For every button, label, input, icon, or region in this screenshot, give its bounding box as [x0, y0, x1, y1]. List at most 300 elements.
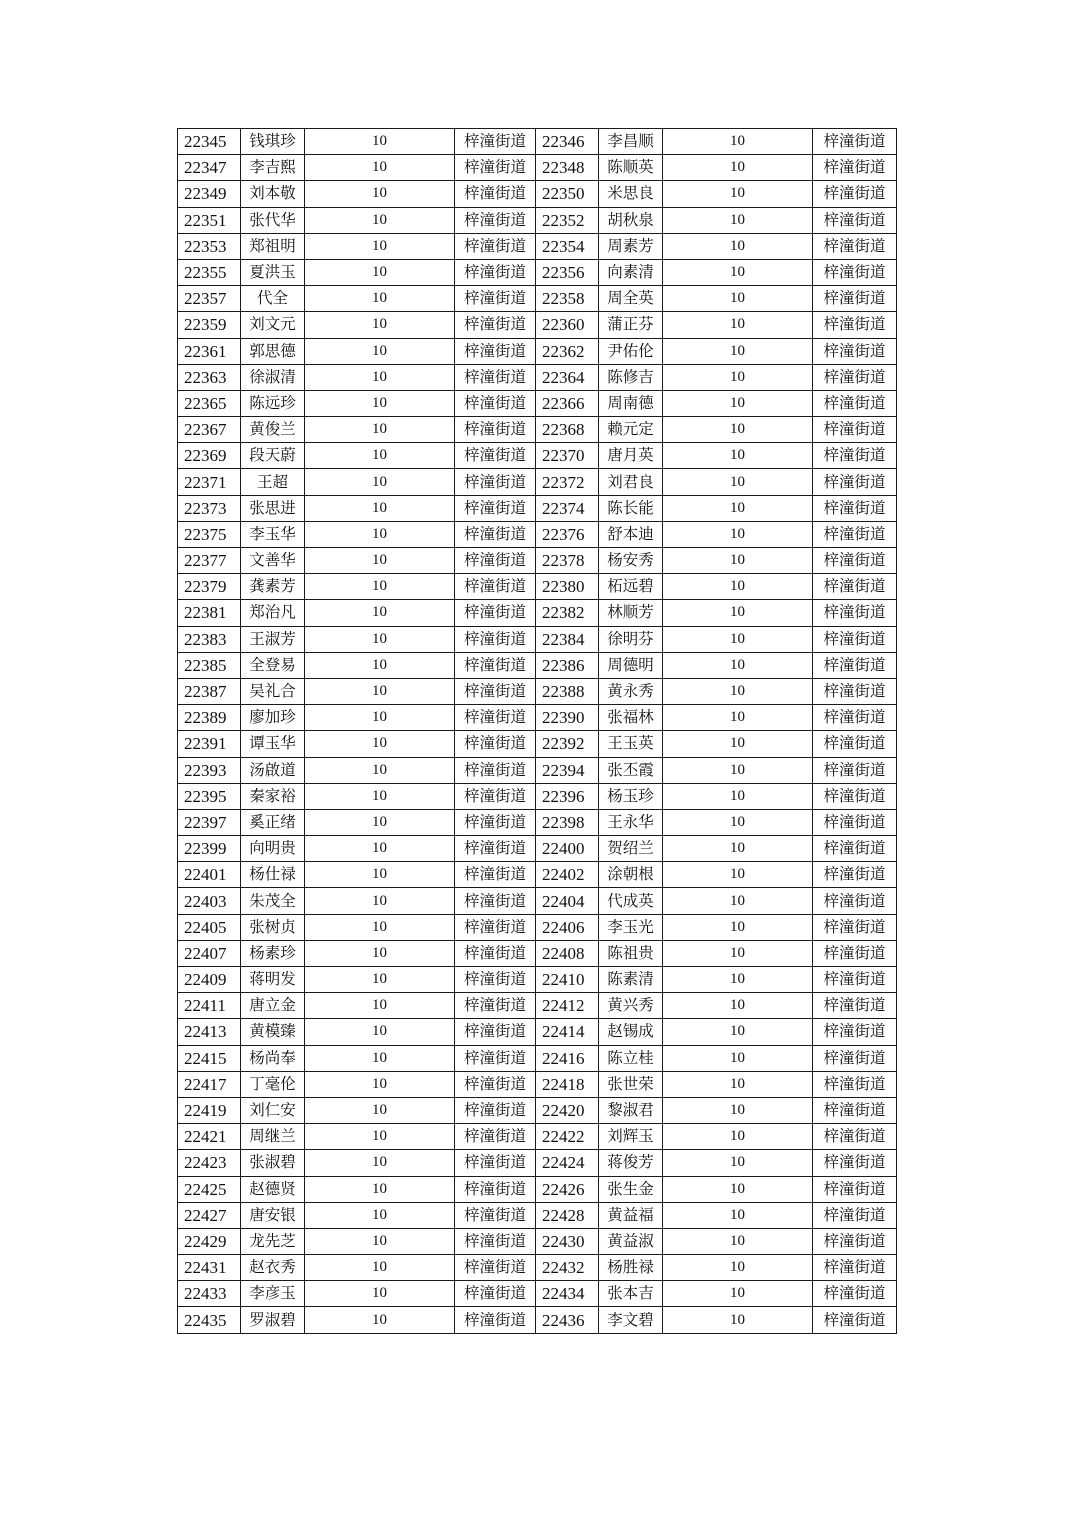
left-street-name-cell: 梓潼街道 [455, 338, 536, 364]
left-person-name-cell: 谭玉华 [241, 731, 305, 757]
left-street-name-cell: 梓潼街道 [455, 521, 536, 547]
left-record-id-cell: 22401 [178, 862, 241, 888]
right-amount-value-cell: 10 [663, 600, 813, 626]
left-street-name-cell: 梓潼街道 [455, 1202, 536, 1228]
table-row [178, 1281, 897, 1307]
right-person-name-cell: 王永华 [599, 809, 663, 835]
right-amount-value-cell: 10 [663, 1176, 813, 1202]
left-record-id-cell: 22377 [178, 548, 241, 574]
left-person-name-cell: 杨素珍 [241, 940, 305, 966]
table-row [178, 809, 897, 835]
left-record-id-cell: 22383 [178, 626, 241, 652]
right-person-name-cell: 代成英 [599, 888, 663, 914]
right-street-name-cell: 梓潼街道 [813, 993, 897, 1019]
right-person-name-cell: 柘远碧 [599, 574, 663, 600]
left-amount-value-cell: 10 [305, 652, 455, 678]
table-row [178, 338, 897, 364]
right-street-name-cell: 梓潼街道 [813, 1202, 897, 1228]
table-row [178, 993, 897, 1019]
left-person-name-cell: 赵衣秀 [241, 1255, 305, 1281]
right-street-name-cell: 梓潼街道 [813, 678, 897, 704]
left-person-name-cell: 王超 [241, 469, 305, 495]
right-person-name-cell: 周全英 [599, 286, 663, 312]
table-row [178, 1097, 897, 1123]
right-person-name-cell: 王玉英 [599, 731, 663, 757]
right-amount-value-cell: 10 [663, 1019, 813, 1045]
left-amount-value-cell: 10 [305, 967, 455, 993]
table-row [178, 652, 897, 678]
right-person-name-cell: 黄益淑 [599, 1228, 663, 1254]
right-amount-value-cell: 10 [663, 233, 813, 259]
right-record-id-cell: 22416 [536, 1045, 599, 1071]
left-person-name-cell: 秦家裕 [241, 783, 305, 809]
left-amount-value-cell: 10 [305, 129, 455, 155]
right-person-name-cell: 林顺芳 [599, 600, 663, 626]
left-street-name-cell: 梓潼街道 [455, 364, 536, 390]
left-amount-value-cell: 10 [305, 600, 455, 626]
right-record-id-cell: 22406 [536, 914, 599, 940]
left-street-name-cell: 梓潼街道 [455, 888, 536, 914]
left-record-id-cell: 22361 [178, 338, 241, 364]
right-amount-value-cell: 10 [663, 155, 813, 181]
right-person-name-cell: 刘君良 [599, 469, 663, 495]
left-record-id-cell: 22359 [178, 312, 241, 338]
right-record-id-cell: 22434 [536, 1281, 599, 1307]
left-record-id-cell: 22373 [178, 495, 241, 521]
right-person-name-cell: 赖元定 [599, 417, 663, 443]
right-street-name-cell: 梓潼街道 [813, 443, 897, 469]
left-street-name-cell: 梓潼街道 [455, 1281, 536, 1307]
left-person-name-cell: 段天蔚 [241, 443, 305, 469]
left-amount-value-cell: 10 [305, 338, 455, 364]
right-record-id-cell: 22356 [536, 259, 599, 285]
table-row [178, 521, 897, 547]
left-amount-value-cell: 10 [305, 469, 455, 495]
left-amount-value-cell: 10 [305, 836, 455, 862]
left-person-name-cell: 杨尚奉 [241, 1045, 305, 1071]
left-street-name-cell: 梓潼街道 [455, 1045, 536, 1071]
left-street-name-cell: 梓潼街道 [455, 809, 536, 835]
right-person-name-cell: 尹佑伦 [599, 338, 663, 364]
table-row [178, 1307, 897, 1333]
right-record-id-cell: 22430 [536, 1228, 599, 1254]
left-street-name-cell: 梓潼街道 [455, 1307, 536, 1333]
right-record-id-cell: 22384 [536, 626, 599, 652]
right-record-id-cell: 22348 [536, 155, 599, 181]
left-person-name-cell: 朱茂全 [241, 888, 305, 914]
right-amount-value-cell: 10 [663, 1202, 813, 1228]
table-row [178, 862, 897, 888]
left-person-name-cell: 刘仁安 [241, 1097, 305, 1123]
left-street-name-cell: 梓潼街道 [455, 993, 536, 1019]
right-record-id-cell: 22362 [536, 338, 599, 364]
left-amount-value-cell: 10 [305, 390, 455, 416]
right-amount-value-cell: 10 [663, 364, 813, 390]
right-amount-value-cell: 10 [663, 914, 813, 940]
left-amount-value-cell: 10 [305, 1307, 455, 1333]
left-person-name-cell: 刘文元 [241, 312, 305, 338]
right-person-name-cell: 舒本迪 [599, 521, 663, 547]
right-person-name-cell: 米思良 [599, 181, 663, 207]
left-person-name-cell: 李彦玉 [241, 1281, 305, 1307]
right-record-id-cell: 22370 [536, 443, 599, 469]
right-amount-value-cell: 10 [663, 207, 813, 233]
table-row [178, 783, 897, 809]
right-amount-value-cell: 10 [663, 757, 813, 783]
table-row [178, 888, 897, 914]
left-person-name-cell: 张代华 [241, 207, 305, 233]
left-record-id-cell: 22365 [178, 390, 241, 416]
right-record-id-cell: 22388 [536, 678, 599, 704]
right-amount-value-cell: 10 [663, 443, 813, 469]
left-street-name-cell: 梓潼街道 [455, 705, 536, 731]
table-row [178, 207, 897, 233]
left-record-id-cell: 22353 [178, 233, 241, 259]
table-row [178, 940, 897, 966]
table-row [178, 1124, 897, 1150]
right-amount-value-cell: 10 [663, 1124, 813, 1150]
left-person-name-cell: 郭思德 [241, 338, 305, 364]
right-street-name-cell: 梓潼街道 [813, 705, 897, 731]
right-street-name-cell: 梓潼街道 [813, 1228, 897, 1254]
left-street-name-cell: 梓潼街道 [455, 940, 536, 966]
table-row [178, 1019, 897, 1045]
left-amount-value-cell: 10 [305, 809, 455, 835]
left-person-name-cell: 全登易 [241, 652, 305, 678]
left-street-name-cell: 梓潼街道 [455, 259, 536, 285]
right-person-name-cell: 杨胜禄 [599, 1255, 663, 1281]
table-row [178, 259, 897, 285]
left-record-id-cell: 22369 [178, 443, 241, 469]
right-street-name-cell: 梓潼街道 [813, 940, 897, 966]
right-person-name-cell: 黄益福 [599, 1202, 663, 1228]
left-street-name-cell: 梓潼街道 [455, 731, 536, 757]
right-record-id-cell: 22350 [536, 181, 599, 207]
right-street-name-cell: 梓潼街道 [813, 914, 897, 940]
left-amount-value-cell: 10 [305, 233, 455, 259]
right-amount-value-cell: 10 [663, 678, 813, 704]
right-street-name-cell: 梓潼街道 [813, 731, 897, 757]
right-record-id-cell: 22358 [536, 286, 599, 312]
right-person-name-cell: 赵锡成 [599, 1019, 663, 1045]
left-street-name-cell: 梓潼街道 [455, 836, 536, 862]
right-person-name-cell: 陈祖贵 [599, 940, 663, 966]
right-amount-value-cell: 10 [663, 390, 813, 416]
right-amount-value-cell: 10 [663, 705, 813, 731]
left-record-id-cell: 22395 [178, 783, 241, 809]
right-street-name-cell: 梓潼街道 [813, 181, 897, 207]
left-record-id-cell: 22413 [178, 1019, 241, 1045]
left-street-name-cell: 梓潼街道 [455, 600, 536, 626]
right-street-name-cell: 梓潼街道 [813, 836, 897, 862]
right-person-name-cell: 唐月英 [599, 443, 663, 469]
right-street-name-cell: 梓潼街道 [813, 521, 897, 547]
left-street-name-cell: 梓潼街道 [455, 155, 536, 181]
left-record-id-cell: 22385 [178, 652, 241, 678]
table-row [178, 678, 897, 704]
left-amount-value-cell: 10 [305, 417, 455, 443]
left-record-id-cell: 22381 [178, 600, 241, 626]
right-street-name-cell: 梓潼街道 [813, 390, 897, 416]
left-person-name-cell: 向明贵 [241, 836, 305, 862]
right-record-id-cell: 22386 [536, 652, 599, 678]
left-street-name-cell: 梓潼街道 [455, 233, 536, 259]
right-street-name-cell: 梓潼街道 [813, 1150, 897, 1176]
left-record-id-cell: 22379 [178, 574, 241, 600]
right-amount-value-cell: 10 [663, 652, 813, 678]
right-person-name-cell: 陈修吉 [599, 364, 663, 390]
left-person-name-cell: 杨仕禄 [241, 862, 305, 888]
left-street-name-cell: 梓潼街道 [455, 390, 536, 416]
right-record-id-cell: 22360 [536, 312, 599, 338]
right-amount-value-cell: 10 [663, 1281, 813, 1307]
left-street-name-cell: 梓潼街道 [455, 914, 536, 940]
left-person-name-cell: 汤啟道 [241, 757, 305, 783]
left-amount-value-cell: 10 [305, 495, 455, 521]
left-person-name-cell: 丁毫伦 [241, 1071, 305, 1097]
right-amount-value-cell: 10 [663, 862, 813, 888]
table-row [178, 495, 897, 521]
right-person-name-cell: 张世荣 [599, 1071, 663, 1097]
right-person-name-cell: 黎淑君 [599, 1097, 663, 1123]
left-amount-value-cell: 10 [305, 705, 455, 731]
left-amount-value-cell: 10 [305, 888, 455, 914]
left-amount-value-cell: 10 [305, 993, 455, 1019]
left-amount-value-cell: 10 [305, 521, 455, 547]
right-person-name-cell: 蒋俊芳 [599, 1150, 663, 1176]
right-record-id-cell: 22394 [536, 757, 599, 783]
left-amount-value-cell: 10 [305, 783, 455, 809]
right-street-name-cell: 梓潼街道 [813, 809, 897, 835]
right-person-name-cell: 杨玉珍 [599, 783, 663, 809]
left-person-name-cell: 赵德贤 [241, 1176, 305, 1202]
left-record-id-cell: 22349 [178, 181, 241, 207]
table-row [178, 286, 897, 312]
right-record-id-cell: 22404 [536, 888, 599, 914]
left-person-name-cell: 罗淑碧 [241, 1307, 305, 1333]
right-street-name-cell: 梓潼街道 [813, 1255, 897, 1281]
right-person-name-cell: 周素芳 [599, 233, 663, 259]
right-record-id-cell: 22436 [536, 1307, 599, 1333]
left-record-id-cell: 22345 [178, 129, 241, 155]
left-record-id-cell: 22411 [178, 993, 241, 1019]
right-street-name-cell: 梓潼街道 [813, 574, 897, 600]
left-record-id-cell: 22419 [178, 1097, 241, 1123]
left-record-id-cell: 22363 [178, 364, 241, 390]
right-record-id-cell: 22364 [536, 364, 599, 390]
right-street-name-cell: 梓潼街道 [813, 626, 897, 652]
right-street-name-cell: 梓潼街道 [813, 1071, 897, 1097]
right-person-name-cell: 蒲正芬 [599, 312, 663, 338]
table-row [178, 1071, 897, 1097]
left-person-name-cell: 龙先芝 [241, 1228, 305, 1254]
left-street-name-cell: 梓潼街道 [455, 1124, 536, 1150]
left-person-name-cell: 郑祖明 [241, 233, 305, 259]
right-amount-value-cell: 10 [663, 783, 813, 809]
left-person-name-cell: 唐立金 [241, 993, 305, 1019]
left-amount-value-cell: 10 [305, 678, 455, 704]
left-record-id-cell: 22435 [178, 1307, 241, 1333]
left-amount-value-cell: 10 [305, 1071, 455, 1097]
table-row [178, 417, 897, 443]
right-person-name-cell: 张生金 [599, 1176, 663, 1202]
right-amount-value-cell: 10 [663, 1097, 813, 1123]
left-person-name-cell: 黄模臻 [241, 1019, 305, 1045]
right-amount-value-cell: 10 [663, 312, 813, 338]
right-street-name-cell: 梓潼街道 [813, 207, 897, 233]
right-street-name-cell: 梓潼街道 [813, 1124, 897, 1150]
right-record-id-cell: 22374 [536, 495, 599, 521]
left-street-name-cell: 梓潼街道 [455, 417, 536, 443]
left-record-id-cell: 22391 [178, 731, 241, 757]
left-amount-value-cell: 10 [305, 312, 455, 338]
right-person-name-cell: 涂朝根 [599, 862, 663, 888]
left-person-name-cell: 张树贞 [241, 914, 305, 940]
left-street-name-cell: 梓潼街道 [455, 1071, 536, 1097]
right-street-name-cell: 梓潼街道 [813, 1097, 897, 1123]
right-record-id-cell: 22380 [536, 574, 599, 600]
left-person-name-cell: 黄俊兰 [241, 417, 305, 443]
left-person-name-cell: 吴礼合 [241, 678, 305, 704]
left-record-id-cell: 22389 [178, 705, 241, 731]
table-row [178, 548, 897, 574]
left-street-name-cell: 梓潼街道 [455, 207, 536, 233]
right-amount-value-cell: 10 [663, 1071, 813, 1097]
left-street-name-cell: 梓潼街道 [455, 1176, 536, 1202]
left-record-id-cell: 22405 [178, 914, 241, 940]
right-person-name-cell: 杨安秀 [599, 548, 663, 574]
right-amount-value-cell: 10 [663, 1307, 813, 1333]
left-record-id-cell: 22407 [178, 940, 241, 966]
right-record-id-cell: 22382 [536, 600, 599, 626]
left-person-name-cell: 王淑芳 [241, 626, 305, 652]
right-street-name-cell: 梓潼街道 [813, 757, 897, 783]
roster-table-body [178, 129, 897, 1334]
left-record-id-cell: 22351 [178, 207, 241, 233]
left-amount-value-cell: 10 [305, 155, 455, 181]
left-record-id-cell: 22427 [178, 1202, 241, 1228]
right-amount-value-cell: 10 [663, 731, 813, 757]
left-record-id-cell: 22431 [178, 1255, 241, 1281]
right-record-id-cell: 22424 [536, 1150, 599, 1176]
left-person-name-cell: 蒋明发 [241, 967, 305, 993]
right-record-id-cell: 22376 [536, 521, 599, 547]
right-record-id-cell: 22412 [536, 993, 599, 1019]
left-person-name-cell: 周继兰 [241, 1124, 305, 1150]
left-record-id-cell: 22429 [178, 1228, 241, 1254]
right-amount-value-cell: 10 [663, 259, 813, 285]
right-street-name-cell: 梓潼街道 [813, 495, 897, 521]
left-person-name-cell: 钱琪珍 [241, 129, 305, 155]
right-person-name-cell: 陈长能 [599, 495, 663, 521]
left-amount-value-cell: 10 [305, 757, 455, 783]
right-person-name-cell: 胡秋泉 [599, 207, 663, 233]
left-record-id-cell: 22403 [178, 888, 241, 914]
right-person-name-cell: 黄兴秀 [599, 993, 663, 1019]
right-amount-value-cell: 10 [663, 338, 813, 364]
left-street-name-cell: 梓潼街道 [455, 548, 536, 574]
table-row [178, 312, 897, 338]
table-row [178, 469, 897, 495]
right-record-id-cell: 22368 [536, 417, 599, 443]
left-street-name-cell: 梓潼街道 [455, 574, 536, 600]
right-record-id-cell: 22372 [536, 469, 599, 495]
right-street-name-cell: 梓潼街道 [813, 600, 897, 626]
right-record-id-cell: 22432 [536, 1255, 599, 1281]
left-amount-value-cell: 10 [305, 1150, 455, 1176]
right-amount-value-cell: 10 [663, 469, 813, 495]
right-amount-value-cell: 10 [663, 286, 813, 312]
right-amount-value-cell: 10 [663, 1150, 813, 1176]
left-street-name-cell: 梓潼街道 [455, 678, 536, 704]
left-street-name-cell: 梓潼街道 [455, 286, 536, 312]
right-street-name-cell: 梓潼街道 [813, 1281, 897, 1307]
left-person-name-cell: 李吉熙 [241, 155, 305, 181]
right-amount-value-cell: 10 [663, 1255, 813, 1281]
left-record-id-cell: 22415 [178, 1045, 241, 1071]
right-street-name-cell: 梓潼街道 [813, 783, 897, 809]
right-amount-value-cell: 10 [663, 836, 813, 862]
right-amount-value-cell: 10 [663, 809, 813, 835]
left-person-name-cell: 郑治凡 [241, 600, 305, 626]
right-amount-value-cell: 10 [663, 129, 813, 155]
right-amount-value-cell: 10 [663, 1228, 813, 1254]
right-street-name-cell: 梓潼街道 [813, 548, 897, 574]
table-row [178, 1255, 897, 1281]
left-amount-value-cell: 10 [305, 1176, 455, 1202]
left-amount-value-cell: 10 [305, 1045, 455, 1071]
right-person-name-cell: 周南德 [599, 390, 663, 416]
left-person-name-cell: 张思进 [241, 495, 305, 521]
left-amount-value-cell: 10 [305, 1097, 455, 1123]
left-amount-value-cell: 10 [305, 286, 455, 312]
right-street-name-cell: 梓潼街道 [813, 469, 897, 495]
table-row [178, 1176, 897, 1202]
right-street-name-cell: 梓潼街道 [813, 1045, 897, 1071]
left-record-id-cell: 22409 [178, 967, 241, 993]
left-person-name-cell: 文善华 [241, 548, 305, 574]
right-record-id-cell: 22346 [536, 129, 599, 155]
left-amount-value-cell: 10 [305, 731, 455, 757]
left-street-name-cell: 梓潼街道 [455, 312, 536, 338]
right-amount-value-cell: 10 [663, 967, 813, 993]
left-record-id-cell: 22355 [178, 259, 241, 285]
table-row [178, 574, 897, 600]
table-row [178, 129, 897, 155]
right-street-name-cell: 梓潼街道 [813, 1176, 897, 1202]
left-amount-value-cell: 10 [305, 626, 455, 652]
left-amount-value-cell: 10 [305, 364, 455, 390]
left-street-name-cell: 梓潼街道 [455, 757, 536, 783]
left-record-id-cell: 22421 [178, 1124, 241, 1150]
table-row [178, 155, 897, 181]
right-street-name-cell: 梓潼街道 [813, 312, 897, 338]
table-row [178, 705, 897, 731]
left-record-id-cell: 22425 [178, 1176, 241, 1202]
right-record-id-cell: 22414 [536, 1019, 599, 1045]
right-person-name-cell: 徐明芬 [599, 626, 663, 652]
left-street-name-cell: 梓潼街道 [455, 862, 536, 888]
table-row [178, 914, 897, 940]
right-record-id-cell: 22428 [536, 1202, 599, 1228]
left-amount-value-cell: 10 [305, 1228, 455, 1254]
left-person-name-cell: 代全 [241, 286, 305, 312]
right-street-name-cell: 梓潼街道 [813, 286, 897, 312]
right-amount-value-cell: 10 [663, 495, 813, 521]
left-person-name-cell: 李玉华 [241, 521, 305, 547]
table-row [178, 1150, 897, 1176]
right-amount-value-cell: 10 [663, 521, 813, 547]
